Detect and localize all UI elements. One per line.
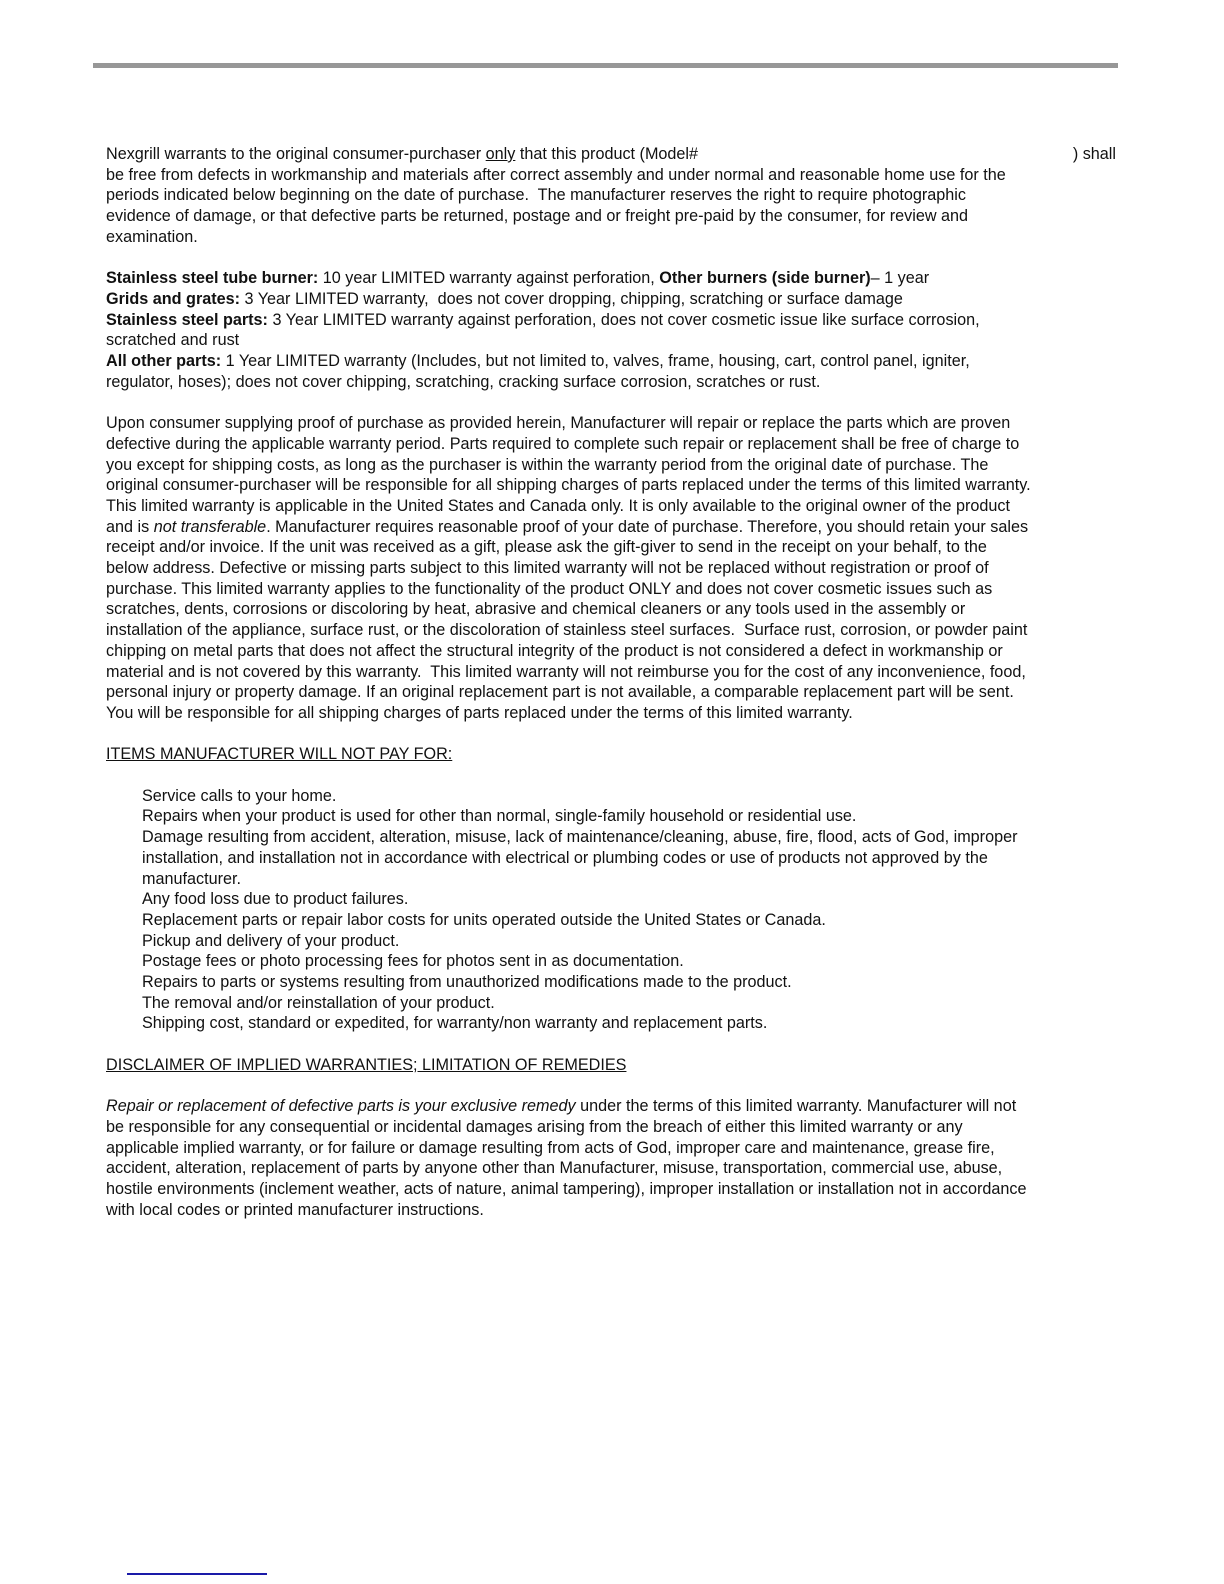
text-run: ITEMS MANUFACTURER WILL NOT PAY FOR: bbox=[106, 745, 453, 764]
text-run: chipping on metal parts that does not affect the structural integrity of the product is not considered a defect in workmanship or bbox=[106, 641, 1003, 660]
warranty-periods bbox=[106, 268, 1116, 392]
text-line bbox=[106, 227, 1116, 248]
paragraph-gap bbox=[106, 392, 1116, 413]
text-line bbox=[106, 786, 1116, 807]
terms-paragraph bbox=[106, 413, 1116, 724]
text-line bbox=[106, 185, 1116, 206]
text-run: scratches, dents, corrosions or discoloring by heat, abrasive and chemical cleaners or any tools used in the assembly or bbox=[106, 600, 966, 619]
text-run: This limited warranty is applicable in the United States and Canada only. It is only available to the original owner of the product bbox=[106, 496, 1011, 515]
text-run: manufacturer. bbox=[142, 869, 241, 888]
bold-label: All other parts: bbox=[106, 352, 222, 371]
text-line bbox=[106, 744, 1116, 765]
text-run: . Manufacturer requires reasonable proof of your date of purchase. Therefore, you should retain your sales bbox=[266, 517, 1029, 536]
text-run: Any food loss due to product failures. bbox=[142, 890, 409, 909]
text-line bbox=[106, 806, 1116, 827]
text-run: you except for shipping costs, as long as the purchaser is within the warranty period from the original date of purchase. The bbox=[106, 455, 989, 474]
text-line bbox=[106, 413, 1116, 434]
text-run: Replacement parts or repair labor costs for units operated outside the United States or Canada. bbox=[142, 910, 826, 929]
text-run: 3 Year LIMITED warranty against perforation, does not cover cosmetic issue like surface corrosion, bbox=[267, 310, 980, 329]
text-line bbox=[106, 1138, 1116, 1159]
text-run: examination. bbox=[106, 227, 198, 246]
text-run: Pickup and delivery of your product. bbox=[142, 931, 400, 950]
text-line bbox=[106, 558, 1116, 579]
intro-paragraph bbox=[106, 144, 1116, 248]
disclaimer-heading bbox=[106, 1055, 1116, 1076]
text-run: original consumer-purchaser will be responsible for all shipping charges of parts replaced under the terms of this limited warranty. bbox=[106, 476, 1031, 495]
text-run: 3 Year LIMITED warranty, does not cover dropping, chipping, scratching or surface damage bbox=[240, 289, 903, 308]
text-line bbox=[106, 993, 1116, 1014]
footnote-rule bbox=[127, 1573, 267, 1575]
items-heading bbox=[106, 744, 1116, 765]
text-run: 10 year LIMITED warranty against perforation, bbox=[318, 269, 660, 288]
text-line bbox=[106, 1158, 1116, 1179]
text-line bbox=[106, 496, 1116, 517]
text-run: not transferable bbox=[153, 517, 267, 536]
text-run: periods indicated below beginning on the date of purchase. The manufacturer reserves the right to require photographic bbox=[106, 186, 966, 205]
text-line bbox=[106, 1055, 1116, 1076]
text-line bbox=[106, 1013, 1116, 1034]
text-line bbox=[106, 972, 1116, 993]
header-rule bbox=[93, 63, 1118, 68]
text-run: defective during the applicable warranty period. Parts required to complete such repair or replacement shall be free of charge to bbox=[106, 434, 1020, 453]
text-line bbox=[106, 579, 1116, 600]
text-run: Repairs when your product is used for other than normal, single-family household or residential use. bbox=[142, 807, 857, 826]
text-line bbox=[106, 330, 1116, 351]
text-line bbox=[106, 910, 1116, 931]
text-line bbox=[106, 455, 1116, 476]
text-run: – 1 year bbox=[870, 269, 930, 288]
text-line bbox=[106, 165, 1116, 186]
text-line bbox=[106, 682, 1116, 703]
text-run: accident, alteration, replacement of parts by anyone other than Manufacturer, misuse, transportation, commercial use, abuse, bbox=[106, 1159, 1003, 1178]
text-line bbox=[106, 827, 1116, 848]
text-run: under the terms of this limited warranty. Manufacturer will not bbox=[575, 1097, 1017, 1116]
text-run: only bbox=[485, 145, 516, 163]
text-line bbox=[106, 662, 1116, 683]
text-run: scratched and rust bbox=[106, 331, 240, 350]
paragraph-gap bbox=[106, 1076, 1116, 1097]
bold-label: Other burners (side burner) bbox=[659, 269, 871, 288]
paragraph-gap bbox=[106, 724, 1116, 745]
text-line bbox=[106, 1200, 1116, 1221]
text-line bbox=[106, 351, 1116, 372]
text-run: be responsible for any consequential or incidental damages arising from the breach of either this limited warranty or any bbox=[106, 1117, 963, 1136]
text-run: that this product (Model# bbox=[515, 145, 699, 163]
disclaimer-paragraph bbox=[106, 1096, 1116, 1220]
text-line bbox=[106, 206, 1116, 227]
text-run: Nexgrill warrants to the original consumer-purchaser bbox=[106, 145, 486, 163]
bold-label: Stainless steel parts: bbox=[106, 310, 268, 329]
text-run: personal injury or property damage. If an original replacement part is not available, a comparable replacement part will be sent. bbox=[106, 683, 1014, 702]
text-line bbox=[106, 620, 1116, 641]
text-run: purchase. This limited warranty applies to the functionality of the product ONLY and does not cover cosmetic issues such as bbox=[106, 579, 993, 598]
text-line bbox=[106, 599, 1116, 620]
text-run: regulator, hoses); does not cover chipping, scratching, cracking surface corrosion, scratches or rust. bbox=[106, 372, 821, 391]
text-run: evidence of damage, or that defective parts be returned, postage and or freight pre-paid by the consumer, for review and bbox=[106, 207, 969, 226]
bold-label: Stainless steel tube burner: bbox=[106, 269, 319, 288]
text-run: below address. Defective or missing parts subject to this limited warranty will not be replaced without registration or proof of bbox=[106, 559, 989, 578]
text-line bbox=[106, 434, 1116, 455]
paragraph-gap bbox=[106, 248, 1116, 269]
text-run: Upon consumer supplying proof of purchase as provided herein, Manufacturer will repair or replace the parts which are proven bbox=[106, 414, 1011, 433]
text-line bbox=[106, 869, 1116, 890]
text-run: installation of the appliance, surface rust, or the discoloration of stainless steel surfaces. Surface rust, corrosion, or powder paint bbox=[106, 621, 1028, 640]
text-run: Damage resulting from accident, alteration, misuse, lack of maintenance/cleaning, abuse, fire, flood, acts of God, improper bbox=[142, 828, 1018, 847]
paragraph-gap bbox=[106, 1034, 1116, 1055]
text-run: 1 Year LIMITED warranty (Includes, but not limited to, valves, frame, housing, cart, control panel, igniter, bbox=[221, 352, 970, 371]
text-run: Postage fees or photo processing fees for photos sent in as documentation. bbox=[142, 952, 684, 971]
text-run: be free from defects in workmanship and materials after correct assembly and under normal and reasonable home use for the bbox=[106, 165, 1006, 184]
paragraph-gap bbox=[106, 765, 1116, 786]
text-line bbox=[106, 1179, 1116, 1200]
items-list bbox=[106, 786, 1116, 1034]
text-line bbox=[106, 537, 1116, 558]
text-run: material and is not covered by this warranty. This limited warranty will not reimburse you for the cost of any inconvenience, food, bbox=[106, 662, 1026, 681]
text-line bbox=[106, 951, 1116, 972]
text-run: receipt and/or invoice. If the unit was received as a gift, please ask the gift-giver to send in the receipt on your behalf, to the bbox=[106, 538, 987, 557]
warranty-document bbox=[106, 144, 1116, 1220]
text-line bbox=[106, 144, 1116, 165]
text-run: with local codes or printed manufacturer instructions. bbox=[106, 1200, 484, 1219]
text-line bbox=[106, 641, 1116, 662]
text-line bbox=[106, 268, 1116, 289]
text-line bbox=[106, 889, 1116, 910]
text-line bbox=[106, 848, 1116, 869]
text-run: Shipping cost, standard or expedited, for warranty/non warranty and replacement parts. bbox=[142, 1014, 768, 1033]
text-run: Service calls to your home. bbox=[142, 786, 337, 805]
text-run: Repair or replacement of defective parts is your exclusive remedy bbox=[106, 1097, 576, 1116]
text-run: applicable implied warranty, or for failure or damage resulting from acts of God, improper care and maintenance, grease fire, bbox=[106, 1138, 995, 1157]
text-line bbox=[106, 1117, 1116, 1138]
text-run: ) shall bbox=[1072, 145, 1116, 163]
text-run: Repairs to parts or systems resulting from unauthorized modifications made to the product. bbox=[142, 973, 792, 992]
text-run: and is bbox=[106, 517, 154, 536]
text-line bbox=[106, 475, 1116, 496]
text-line bbox=[106, 372, 1116, 393]
text-run: DISCLAIMER OF IMPLIED WARRANTIES; LIMITATION OF REMEDIES bbox=[106, 1055, 627, 1074]
text-line bbox=[106, 289, 1116, 310]
bold-label: Grids and grates: bbox=[106, 289, 241, 308]
text-line bbox=[106, 931, 1116, 952]
text-line bbox=[106, 1096, 1116, 1117]
text-line bbox=[106, 517, 1116, 538]
text-run: hostile environments (inclement weather, acts of nature, animal tampering), improper installation or installation not in accordance bbox=[106, 1180, 1027, 1199]
text-run: The removal and/or reinstallation of your product. bbox=[142, 993, 495, 1012]
text-line bbox=[106, 310, 1116, 331]
text-run: You will be responsible for all shipping charges of parts replaced under the terms of this limited warranty. bbox=[106, 703, 853, 722]
text-run: installation, and installation not in accordance with electrical or plumbing codes or use of products not approved by the bbox=[142, 848, 988, 867]
text-line bbox=[106, 703, 1116, 724]
